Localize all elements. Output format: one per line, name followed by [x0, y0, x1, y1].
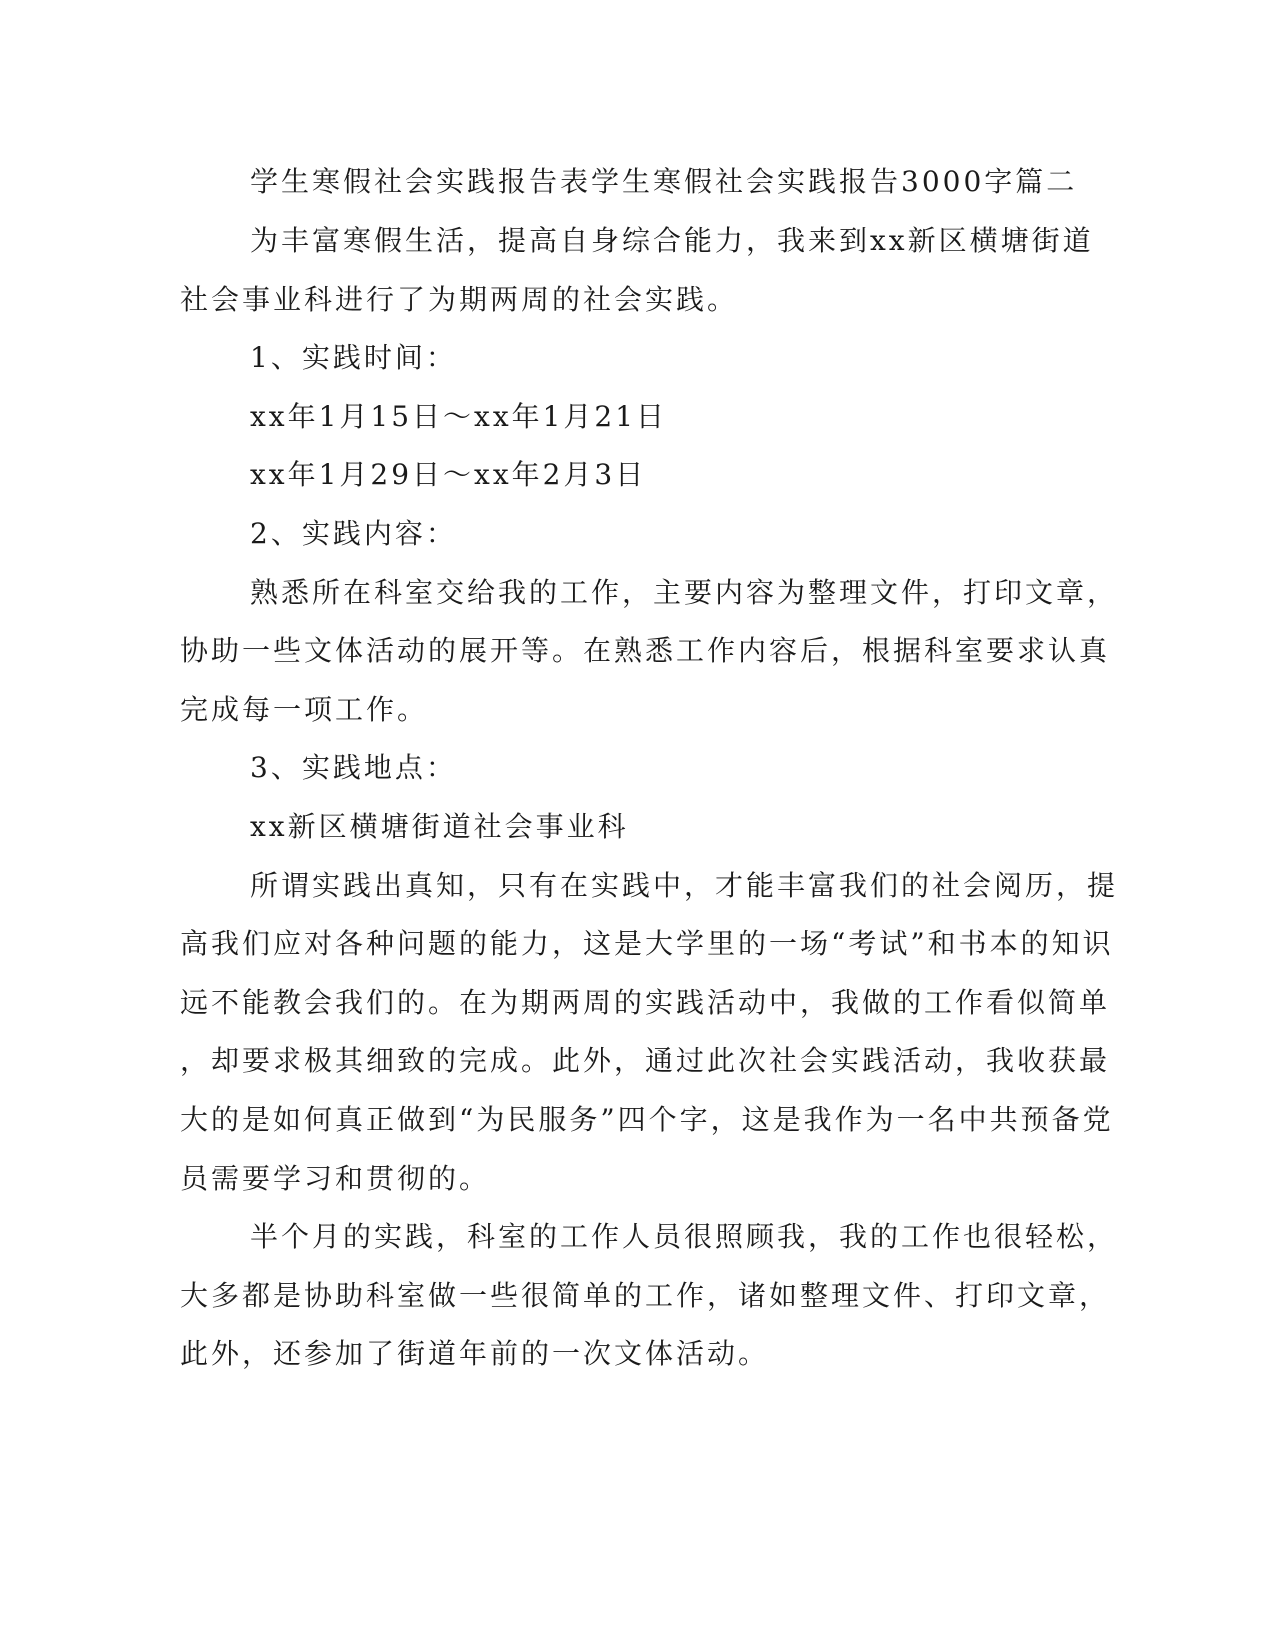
- paragraph-line: 为丰富寒假生活，提高自身综合能力，我来到xx新区横塘街道: [250, 224, 1094, 257]
- paragraph-line: 高我们应对各种问题的能力，这是大学里的一场“考试”和书本的知识: [180, 927, 1114, 960]
- paragraph-line: 大多都是协助科室做一些很简单的工作，诸如整理文件、打印文章，: [180, 1279, 1111, 1312]
- paragraph-line: ，却要求极其细致的完成。此外，通过此次社会实践活动，我收获最: [180, 1044, 1111, 1077]
- date-range-line: xx年1月15日～xx年1月21日: [250, 400, 668, 433]
- section-heading: 2、实践内容：: [250, 517, 457, 550]
- paragraph-line: 大的是如何真正做到“为民服务”四个字，这是我作为一名中共预备党: [180, 1103, 1114, 1136]
- paragraph-line: 熟悉所在科室交给我的工作，主要内容为整理文件，打印文章，: [250, 576, 1119, 609]
- section-heading: 3、实践地点：: [250, 751, 457, 784]
- paragraph-line: 所谓实践出真知，只有在实践中，才能丰富我们的社会阅历，提: [250, 869, 1119, 902]
- paragraph-line: 远不能教会我们的。在为期两周的实践活动中，我做的工作看似简单: [180, 986, 1111, 1019]
- paragraph-line: 半个月的实践，科室的工作人员很照顾我，我的工作也很轻松，: [250, 1220, 1119, 1253]
- paragraph-line: 完成每一项工作。: [180, 693, 429, 726]
- section-heading: 1、实践时间：: [250, 341, 457, 374]
- paragraph-line: 员需要学习和贯彻的。: [180, 1162, 491, 1195]
- document-title: 学生寒假社会实践报告表学生寒假社会实践报告3000字篇二: [250, 165, 1078, 198]
- paragraph-line: 协助一些文体活动的展开等。在熟悉工作内容后，根据科室要求认真: [180, 634, 1111, 667]
- location-line: xx新区横塘街道社会事业科: [250, 810, 629, 843]
- paragraph-line: 此外，还参加了街道年前的一次文体活动。: [180, 1337, 770, 1370]
- date-range-line: xx年1月29日～xx年2月3日: [250, 458, 647, 491]
- paragraph-line: 社会事业科进行了为期两周的社会实践。: [180, 283, 739, 316]
